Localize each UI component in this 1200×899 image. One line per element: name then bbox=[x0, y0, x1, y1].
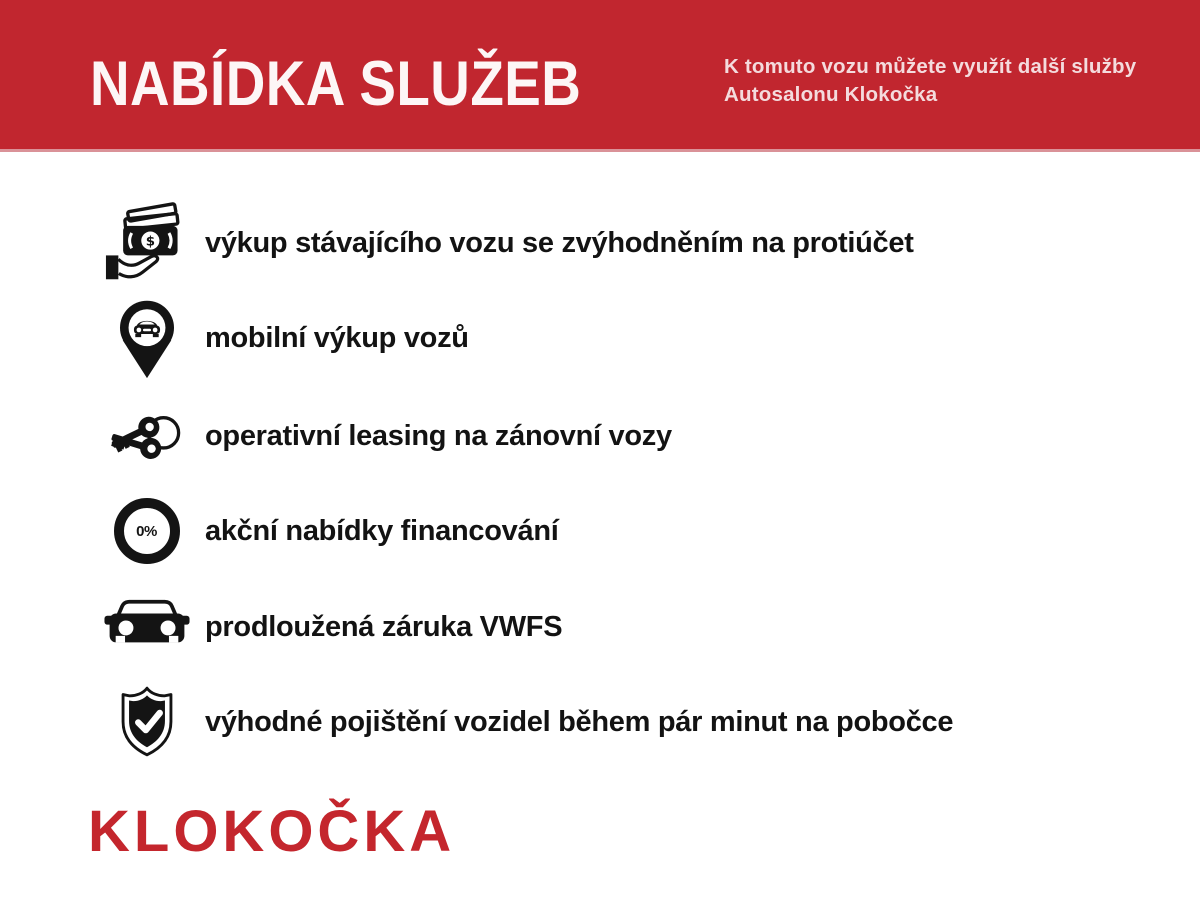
service-item-mobile-buyout bbox=[98, 292, 469, 384]
service-label: operativní leasing na zánovní vozy bbox=[205, 419, 672, 452]
service-item-leasing bbox=[98, 390, 672, 482]
service-item-warranty bbox=[98, 581, 562, 673]
zero-percent-label: 0% bbox=[136, 522, 157, 540]
zero-percent-icon bbox=[98, 498, 195, 564]
shield-check-icon bbox=[98, 685, 195, 760]
page-title: NABÍDKA SLUŽEB bbox=[90, 49, 582, 119]
car-location-pin-icon bbox=[98, 297, 195, 380]
service-label: mobilní výkup vozů bbox=[205, 321, 469, 354]
service-item-trade-in bbox=[98, 197, 914, 289]
car-front-icon bbox=[98, 598, 195, 656]
header-banner bbox=[0, 0, 1200, 152]
service-label: akční nabídky financování bbox=[205, 514, 559, 547]
car-keys-icon bbox=[98, 398, 195, 475]
header-subtitle-line1: K tomuto vozu můžete využít další služby bbox=[724, 55, 1137, 78]
header-subtitle-line2: Autosalonu Klokočka bbox=[724, 83, 938, 106]
dollar-glyph: $ bbox=[145, 234, 155, 250]
service-label: výhodné pojištění vozidel během pár minut na pobočce bbox=[205, 705, 954, 738]
klokocka-logo: KLOKOČKA bbox=[88, 799, 456, 864]
service-label: prodloužená záruka VWFS bbox=[205, 610, 563, 643]
cash-in-hand-icon bbox=[98, 201, 195, 285]
service-item-financing bbox=[98, 485, 559, 577]
service-item-insurance bbox=[98, 676, 953, 768]
service-label: výkup stávajícího vozu se zvýhodněním na protiúčet bbox=[205, 226, 914, 259]
header-subtitle bbox=[724, 53, 1136, 109]
